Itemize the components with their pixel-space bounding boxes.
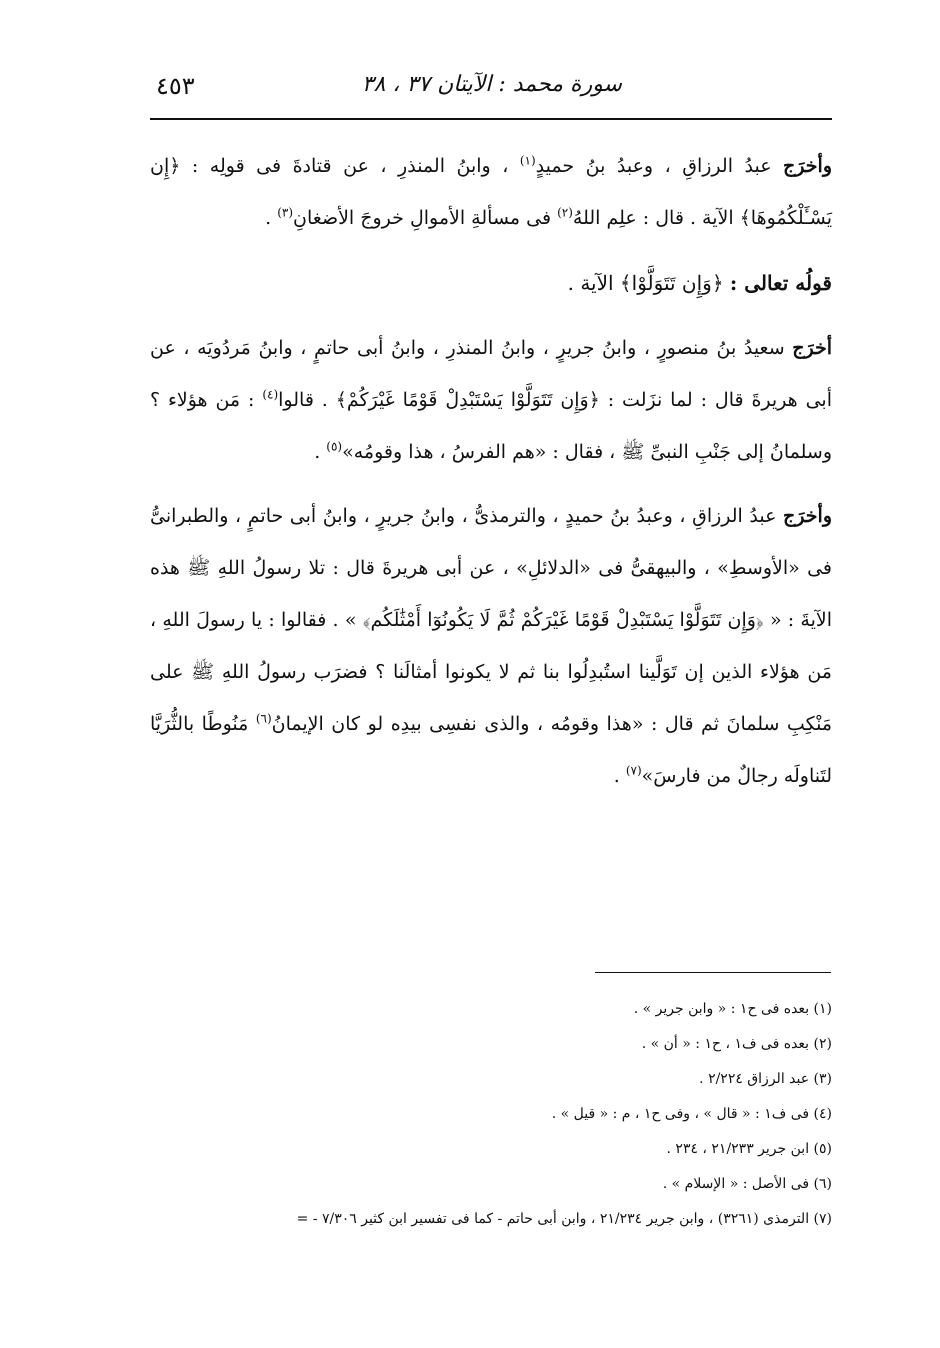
heading-text: ﴿وَإِن تَتَوَلَّوْا﴾ الآية . <box>567 271 730 295</box>
paragraph-text: مَنُوطًا بالثُّرَيَّا لتَناولَه رجالٌ من فارسَ» <box>150 713 832 787</box>
footnote-ref-2[interactable]: (٢) <box>557 205 573 220</box>
paragraph-3 <box>150 490 832 802</box>
paragraph-text: عبدُ الرزاقِ ، وعبدُ بنُ حميدٍ <box>535 155 784 177</box>
footnote-3: (٣) عبد الرزاق ٢/٢٢٤ . <box>699 1071 832 1087</box>
footnote-ref-6[interactable]: (٦) <box>255 711 272 726</box>
footnote-2: (٢) بعده فى ف١ ، ح١ : « أن » . <box>641 1036 832 1052</box>
page-header <box>150 64 832 112</box>
heading-lead: قولُه تعالى : <box>729 271 832 295</box>
paragraph-2 <box>150 322 832 478</box>
paragraph-text: . <box>314 441 327 463</box>
footnote-5: (٥) ابن جرير ٢١/٢٣٣ ، ٢٣٤ . <box>666 1141 832 1157</box>
footnote-1: (١) بعده فى ح١ : « وابن جرير » . <box>633 1001 832 1017</box>
paragraph-text: . <box>613 765 626 787</box>
footnote-4: (٤) فى ف١ : « قال » ، وفى ح١ ، م : « قيل » . <box>551 1106 832 1122</box>
header-divider <box>150 118 832 120</box>
paragraph-lead: وأخرَج <box>783 505 832 527</box>
page-number: ٤٥٣ <box>156 72 195 100</box>
paragraph-text: ، وابنُ المنذرِ ، عن قتادةَ فى قولِه : ﴿إِن يَسْـَٔلْكُمُوهَا﴾ الآية . قال : علِم اللهُ <box>150 155 832 229</box>
paragraph-text: عبدُ الرزاقِ ، وعبدُ بنُ حميدٍ ، والترمذىُّ ، وابنُ جريرٍ ، وابنُ أبى حاتمٍ ، والطبرانىُّ فى «الأوسطِ» ، والبيهقىُّ فى «الدلائلِ» ، عن أبى هريرةَ قال : تلا رسولُ اللهِ ﷺ هذه الآيةَ : « ﴿وَإِن تَتَوَلَّوْا يَسْتَبْدِلْ قَوْمًا غَيْرَكُمْ ثُمَّ لَا يَكُونُوٓا أَمْثَٰلَكُم﴾ » . فقالوا : يا رسولَ اللهِ ، مَن هؤلاء الذين إن تَوَلَّينا استُبدِلُوا بنا ثم لا يكونوا أمثالَنا ؟ فضرَب رسولُ اللهِ ﷺ على مَنْكِبِ سلمانَ ثم قال : «هذا وقومُه ، والذى نفسِى بيدِه لو كان الإيمانُ <box>150 505 832 735</box>
footnote-ref-3[interactable]: (٣) <box>277 205 294 220</box>
verse-heading <box>150 256 832 310</box>
paragraph-1 <box>150 140 832 244</box>
paragraph-lead: أخرَج <box>792 337 832 359</box>
footnote-ref-5[interactable]: (٥) <box>326 439 343 454</box>
footnote-ref-1[interactable]: (١) <box>519 153 536 168</box>
footnote-ref-7[interactable]: (٧) <box>625 763 642 778</box>
footnote-7: (٧) الترمذى (٣٢٦١) ، وابن جرير ٢١/٢٣٤ ، وابن أبى حاتم - كما فى تفسير ابن كثير ٧/٣٠٦ - = <box>296 1211 832 1227</box>
footnote-divider <box>595 972 831 973</box>
footnotes <box>150 992 832 1237</box>
paragraph-text: . <box>265 207 278 229</box>
running-title: سورة محمد : الآيتان ٣٧ ، ٣٨ <box>361 72 622 97</box>
paragraph-text: فى مسألةِ الأموالِ خروجَ الأضغانِ <box>293 207 558 229</box>
paragraph-text: سعيدُ بنُ منصورٍ ، وابنُ جريرٍ ، وابنُ المنذرِ ، وابنُ أبى حاتمٍ ، وابنُ مَردُويَه ، عن أبى هريرةَ قال : لما نزَلت : ﴿وَإِن تَتَوَلَّوْا يَسْتَبْدِلْ قَوْمًا غَيْرَكُمْ﴾ . قالوا <box>150 337 832 411</box>
footnote-ref-4[interactable]: (٤) <box>262 387 279 402</box>
footnote-6: (٦) فى الأصل : « الإسلام » . <box>662 1176 832 1192</box>
paragraph-text: : مَن هؤلاء ؟ وسلمانُ إلى جَنْبِ النبىِّ ﷺ ، فقال : «هم الفرسُ ، هذا وقومُه» <box>150 389 832 463</box>
main-text <box>150 140 832 814</box>
paragraph-lead: وأخرَج <box>783 155 832 177</box>
